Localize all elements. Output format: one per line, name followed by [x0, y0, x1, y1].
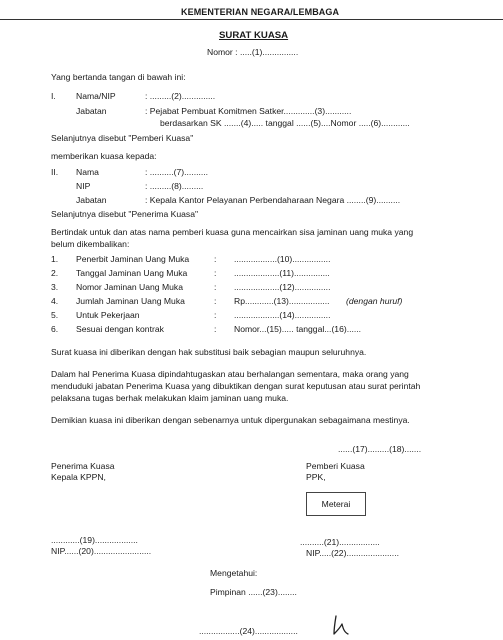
item-value: Rp............(13).................	[234, 296, 330, 306]
item-number: 6.	[51, 324, 59, 334]
right-sign-title: PPK,	[306, 472, 326, 482]
item-value: ...................(12)...............	[234, 282, 331, 292]
item-value: ..................(10)................	[234, 254, 331, 264]
item-label: Penerbit Jaminan Uang Muka	[76, 254, 190, 264]
closing-paragraph: Demikian kuasa ini diberikan dengan sebenarnya untuk dipergunakan sebagaimana mestinya.	[51, 415, 410, 425]
institution-header: KEMENTERIAN NEGARA/LEMBAGA	[181, 7, 340, 17]
item-extra: (dengan huruf)	[346, 296, 403, 306]
receiver-name-label: Nama	[76, 167, 99, 177]
acknowledge-title: Pimpinan ......(23)........	[210, 587, 297, 597]
giver-position-label: Jabatan	[76, 106, 107, 116]
item-value: ...................(14)...............	[234, 310, 331, 320]
item-colon: :	[214, 268, 217, 278]
stamp-box: Meterai	[306, 492, 366, 516]
item-colon: :	[214, 254, 217, 264]
item-number: 5.	[51, 310, 59, 320]
receiver-nip-label: NIP	[76, 181, 91, 191]
item-number: 4.	[51, 296, 59, 306]
left-sign-name: ............(19)..................	[51, 535, 138, 545]
receiver-nip-value: : .........(8).........	[145, 181, 204, 191]
purpose-line-1: Bertindak untuk dan atas nama pemberi kuasa guna mencairkan sisa jaminan uang muka yang	[51, 227, 414, 237]
absence-paragraph-line: Dalam hal Penerima Kuasa dipindahtugaskan atau berhalangan sementara, maka orang yang	[51, 369, 409, 379]
section-ii-number: II.	[51, 167, 59, 177]
left-sign-nip: NIP......(20)........................	[51, 546, 152, 556]
substitution-paragraph: Surat kuasa ini diberikan dengan hak substitusi baik sebagian maupun seluruhnya.	[51, 347, 367, 357]
document-title: SURAT KUASA	[219, 30, 289, 41]
item-label: Sesuai dengan kontrak	[76, 324, 164, 334]
purpose-line-2: belum dikembalikan:	[51, 239, 130, 249]
giver-name-label: Nama/NIP	[76, 91, 116, 101]
item-number: 3.	[51, 282, 59, 292]
right-sign-role: Pemberi Kuasa	[306, 461, 365, 471]
left-sign-role: Penerima Kuasa	[51, 461, 115, 471]
receiver-position-value: : Kepala Kantor Pelayanan Perbendaharaan Negara ........(9)..........	[145, 195, 401, 205]
item-colon: :	[214, 310, 217, 320]
acknowledge-label: Mengetahui:	[210, 568, 258, 578]
section-i-number: I.	[51, 91, 56, 101]
document-number: Nomor : .....(1)...............	[207, 47, 299, 57]
right-sign-name: ..........(21).................	[300, 537, 380, 547]
receiver-referred: Selanjutnya disebut "Penerima Kuasa"	[51, 209, 199, 219]
receiver-position-label: Jabatan	[76, 195, 107, 205]
item-label: Nomor Jaminan Uang Muka	[76, 282, 183, 292]
item-colon: :	[214, 324, 217, 334]
absence-paragraph-line: pelaksana tugas berhak melakukan klaim jaminan uang muka.	[51, 393, 289, 403]
header-divider	[0, 19, 503, 20]
item-number: 2.	[51, 268, 59, 278]
left-sign-title: Kepala KPPN,	[51, 472, 106, 482]
item-value: Nomor...(15)..... tanggal...(16)......	[234, 324, 362, 334]
right-sign-nip: NIP.....(22)......................	[306, 548, 399, 558]
item-number: 1.	[51, 254, 59, 264]
giver-basis: berdasarkan SK .......(4)..... tanggal ......(5)....Nomor .....(6)............	[160, 118, 410, 128]
giver-position-value: : Pejabat Pembuat Komitmen Satker.............(3)...........	[145, 106, 352, 116]
item-colon: :	[214, 296, 217, 306]
item-label: Jumlah Jaminan Uang Muka	[76, 296, 185, 306]
grant-text: memberikan kuasa kepada:	[51, 151, 157, 161]
giver-name-value: : .........(2)..............	[145, 91, 216, 101]
intro-text: Yang bertanda tangan di bawah ini:	[51, 72, 186, 82]
absence-paragraph-line: menduduki jabatan Penerima Kuasa yang dibuktikan dengan surat keputusan atau surat perintah	[51, 381, 421, 391]
giver-referred: Selanjutnya disebut "Pemberi Kuasa"	[51, 133, 194, 143]
item-colon: :	[214, 282, 217, 292]
handwritten-mark-icon	[330, 612, 354, 638]
place-date: ......(17).........(18).......	[338, 444, 422, 454]
item-value: ...................(11)...............	[234, 268, 330, 278]
receiver-name-value: : ..........(7)..........	[145, 167, 209, 177]
acknowledge-name: .................(24)..................	[199, 626, 298, 636]
item-label: Untuk Pekerjaan	[76, 310, 140, 320]
item-label: Tanggal Jaminan Uang Muka	[76, 268, 188, 278]
